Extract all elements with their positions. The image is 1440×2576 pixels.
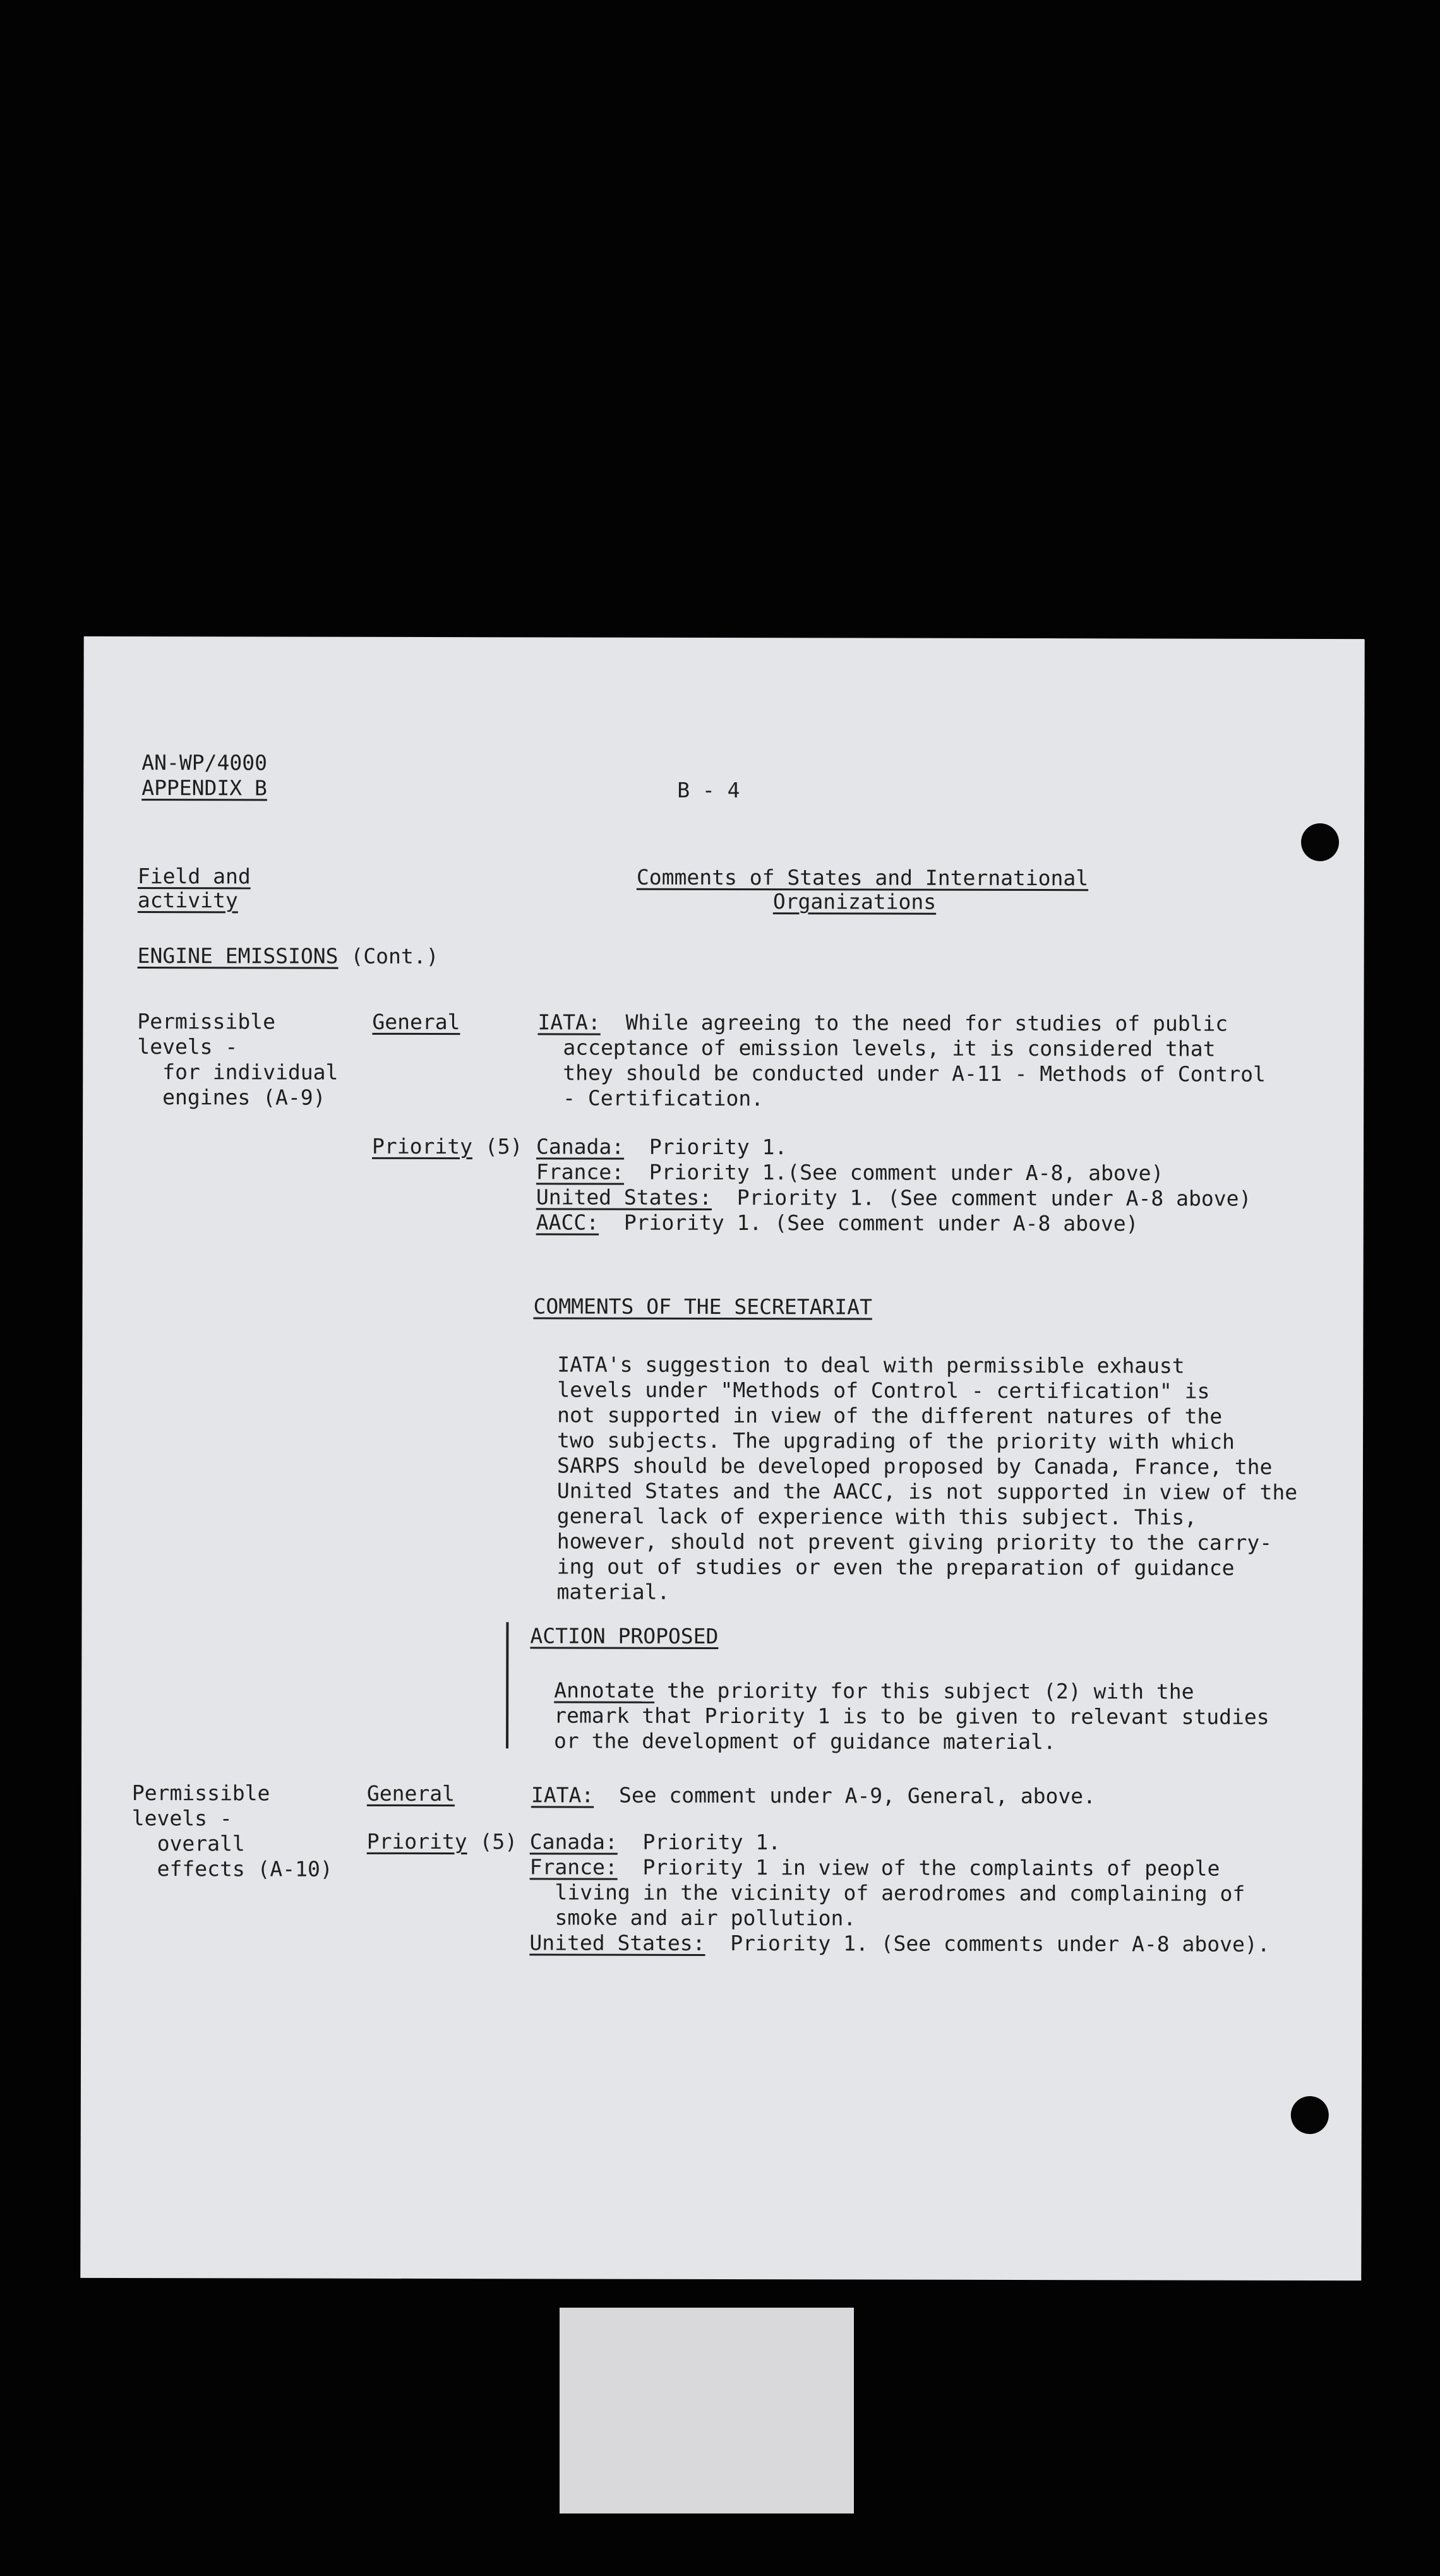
page-number: B - 4: [677, 777, 740, 803]
item1-field-line: for individual: [162, 1059, 339, 1085]
org-label-canada: Canada:: [536, 1134, 625, 1159]
org-label-france: France:: [529, 1854, 618, 1880]
item1-field-line: Permissible: [137, 1009, 276, 1034]
section-title-text: ENGINE EMISSIONS: [137, 943, 339, 969]
secretariat-body: [557, 1352, 1298, 1606]
secretariat-line: ing out of studies or even the preparation of guidance: [556, 1554, 1235, 1580]
org-label-canada: Canada:: [529, 1829, 618, 1854]
secretariat-line: United States and the AACC, is not supported in view of the: [556, 1478, 1298, 1505]
item2-iata-comment: [531, 1782, 1096, 1809]
revision-bar: [506, 1622, 508, 1748]
france-comment: Priority 1.(See comment under A-8, above): [649, 1159, 1164, 1186]
priority-label-text: Priority: [371, 1133, 473, 1159]
item2-priority-label: [367, 1829, 518, 1854]
secretariat-line: levels under "Methods of Control - certification" is: [557, 1377, 1210, 1404]
item2-field-line: levels -: [131, 1806, 232, 1831]
secretariat-line: two subjects. The upgrading of the priority with which: [557, 1428, 1235, 1454]
item1-field: [137, 1009, 338, 1111]
org-label-iata: IATA:: [537, 1010, 601, 1035]
canada-comment: Priority 1.: [649, 1134, 788, 1160]
doc-reference: AN-WP/4000: [141, 750, 268, 775]
item2-general-label: General: [366, 1780, 455, 1806]
canada-comment: Priority 1.: [642, 1829, 781, 1855]
item1-general-label: General: [372, 1009, 460, 1035]
france-comment-cont: smoke and air pollution.: [555, 1905, 856, 1931]
action-keyword: Annotate: [554, 1678, 655, 1703]
section-title-suffix: (Cont.): [351, 943, 439, 969]
action-body: [554, 1678, 1269, 1755]
comments-heading-line1: Comments of States and International: [636, 864, 1089, 891]
field-heading-line1: Field and: [137, 864, 251, 889]
item1-iata-comment: [537, 1010, 1266, 1112]
document-page: [80, 636, 1364, 2281]
item2-field: [132, 1780, 333, 1882]
aacc-comment: Priority 1. (See comment under A-8 above): [623, 1210, 1139, 1236]
org-label-france: France:: [536, 1159, 625, 1184]
field-heading-line2: activity: [137, 888, 238, 913]
item1-priority-label: [372, 1134, 523, 1159]
action-heading: ACTION PROPOSED: [530, 1623, 719, 1649]
secretariat-heading: COMMENTS OF THE SECRETARIAT: [533, 1294, 872, 1320]
iata-comment-cont: - Certification.: [563, 1085, 764, 1111]
priority-number: (5): [479, 1829, 518, 1854]
iata-comment-text: While agreeing to the need for studies of public: [625, 1010, 1228, 1036]
item1-priority-comments: [536, 1134, 1252, 1236]
section-title: [138, 943, 439, 969]
appendix-label: APPENDIX B: [141, 775, 267, 801]
action-line: remark that Priority 1 is to be given to relevant studies: [554, 1703, 1269, 1729]
comments-heading-line2: Organizations: [772, 889, 937, 914]
item1-field-line: levels -: [137, 1034, 238, 1059]
secretariat-line: IATA's suggestion to deal with permissible exhaust: [557, 1352, 1185, 1378]
iata-comment-cont: they should be conducted under A-11 - Methods of Control: [563, 1060, 1266, 1087]
iata-comment-cont: acceptance of emission levels, it is considered that: [563, 1035, 1216, 1061]
org-label-us: United States:: [529, 1930, 705, 1955]
france-comment-cont: living in the vicinity of aerodromes and complaining of: [555, 1880, 1245, 1906]
secretariat-line: not supported in view of the different natures of the: [557, 1402, 1223, 1429]
action-line1-rest: the priority for this subject (2) with the: [667, 1678, 1194, 1704]
org-label-iata: IATA:: [531, 1782, 594, 1808]
item1-field-line: engines (A-9): [162, 1085, 326, 1110]
org-label-us: United States:: [536, 1184, 712, 1210]
secretariat-line: SARPS should be developed proposed by Canada, France, the: [556, 1453, 1273, 1479]
iata-comment-text: See comment under A-9, General, above.: [618, 1782, 1096, 1809]
secretariat-line: material.: [556, 1579, 670, 1604]
france-comment: Priority 1 in view of the complaints of people: [642, 1854, 1220, 1881]
item2-priority-comments: [529, 1829, 1270, 1957]
blank-card: [560, 2308, 854, 2513]
secretariat-line: however, should not prevent giving priority to the carry-: [556, 1529, 1273, 1555]
priority-number: (5): [484, 1134, 523, 1159]
item2-field-line: effects (A-10): [157, 1856, 333, 1881]
secretariat-line: general lack of experience with this subject. This,: [556, 1503, 1197, 1530]
priority-label-text: Priority: [366, 1828, 467, 1854]
item2-field-line: overall: [157, 1831, 245, 1856]
item2-field-line: Permissible: [131, 1780, 270, 1806]
org-label-aacc: AACC:: [536, 1210, 599, 1235]
us-comment: Priority 1. (See comment under A-8 above): [736, 1185, 1252, 1211]
us-comment: Priority 1. (See comments under A-8 above).: [730, 1931, 1270, 1957]
punch-hole-bottom: [1291, 2096, 1329, 2134]
action-line: or the development of guidance material.: [554, 1728, 1056, 1755]
punch-hole-top: [1301, 823, 1339, 861]
